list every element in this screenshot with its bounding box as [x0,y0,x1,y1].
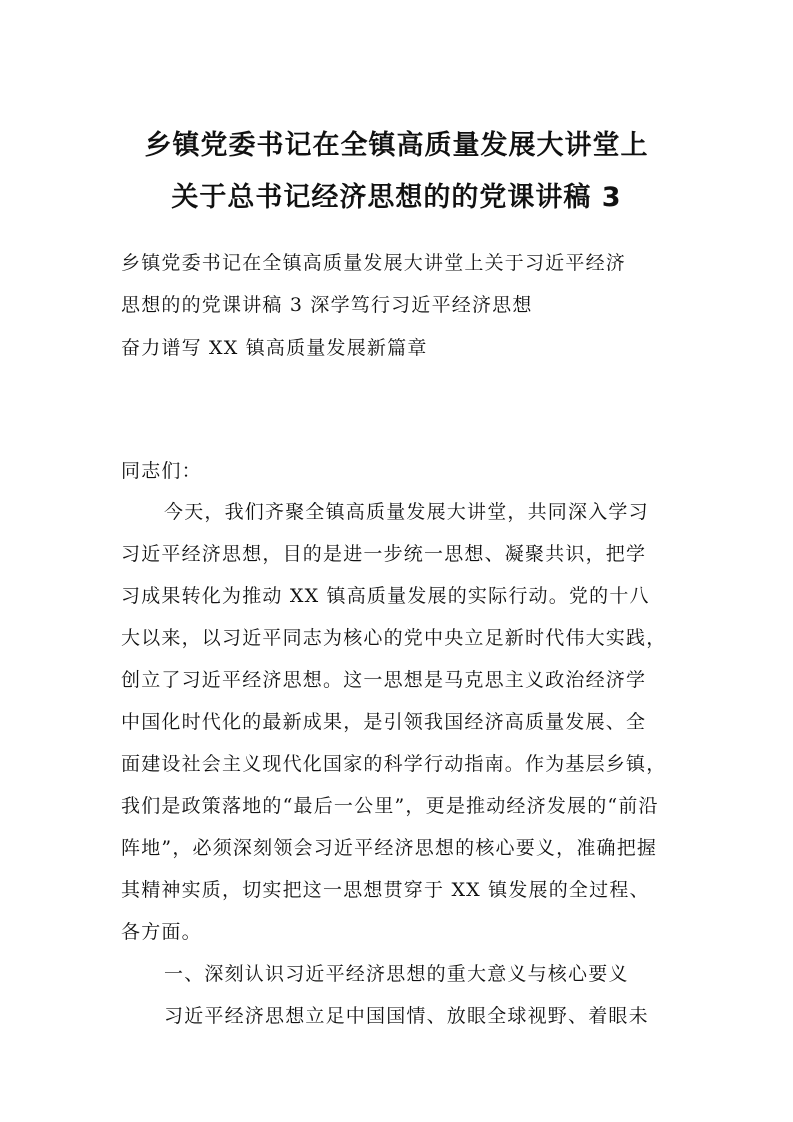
body-line: 创立了习近平经济思想。这一思想是马克思主义政治经济学 [121,669,647,691]
body-line: 其精神实质，切实把这一思想贯穿于 XX 镇发展的全过程、 [121,879,650,901]
body-line: 面建设社会主义现代化国家的科学行动指南。作为基层乡镇， [121,753,667,775]
subtitle-line-2: 思想的的党课讲稿 3 深学笃行习近平经济思想 [121,294,533,316]
body-line: 习成果转化为推动 XX 镇高质量发展的实际行动。党的十八 [121,585,650,607]
subtitle-line-1: 乡镇党委书记在全镇高质量发展大讲堂上关于习近平经济 [121,252,627,274]
body-line: 阵地”，必须深刻领会习近平经济思想的核心要义，准确把握 [121,837,658,859]
body-line: 各方面。 [121,921,202,943]
body-line: 我们是政策落地的“最后一公里”，更是推动经济发展的“前沿 [121,795,659,817]
document-title-line-1: 乡镇党委书记在全镇高质量发展大讲堂上 [144,130,649,161]
document-title-line-2: 关于总书记经济思想的的党课讲稿 3 [171,182,622,213]
body-line: 习近平经济思想，目的是进一步统一思想、凝聚共识，把学 [121,543,647,565]
body-line: 大以来，以习近平同志为核心的党中央立足新时代伟大实践， [121,627,667,649]
body-line: 中国化时代化的最新成果，是引领我国经济高质量发展、全 [121,711,647,733]
salutation: 同志们： [121,460,202,482]
body-line: 习近平经济思想立足中国国情、放眼全球视野、着眼未 [164,1005,649,1027]
subtitle-line-3: 奋力谱写 XX 镇高质量发展新篇章 [121,337,428,359]
section-heading: 一、深刻认识习近平经济思想的重大意义与核心要义 [164,963,629,985]
body-line: 今天，我们齐聚全镇高质量发展大讲堂，共同深入学习 [164,501,649,523]
